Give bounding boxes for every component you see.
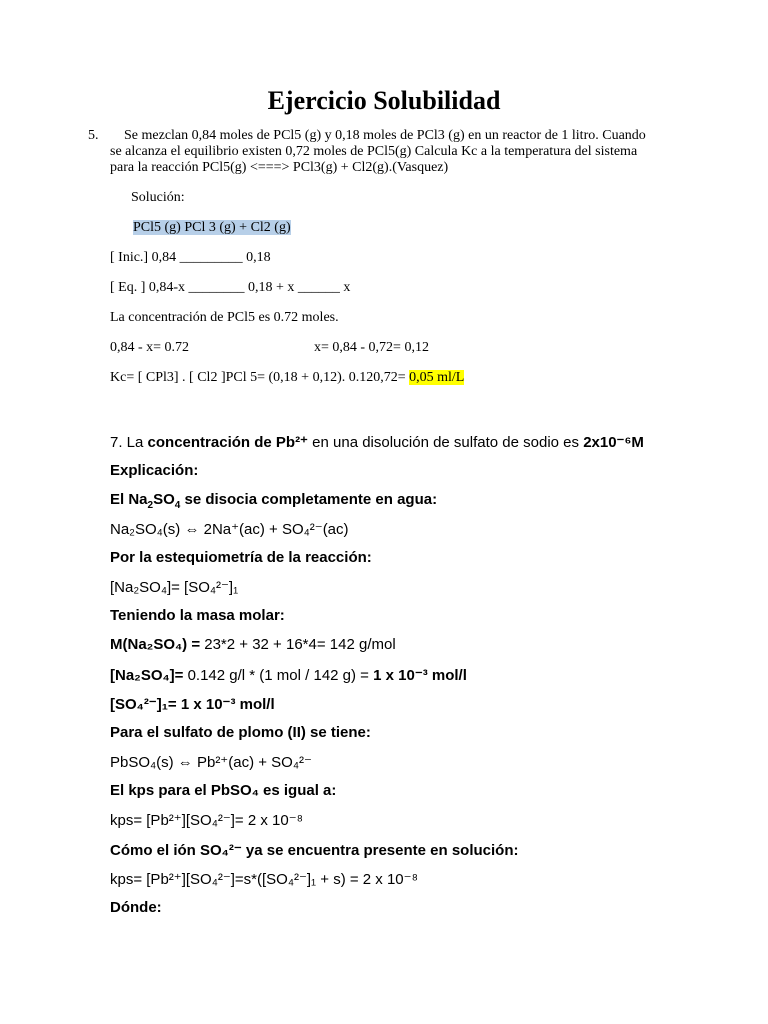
q5-kc-result: 0,05 ml/L [409,370,465,385]
q7-masa-molar-heading [110,607,285,624]
q5-initial-row: [ Inic.] 0,84 _________ 0,18 [110,250,271,265]
question-5-statement [110,128,658,176]
q7-disocia-c: se disocia completamente en agua: [180,491,438,508]
q7-concentration-label: [Na₂SO₄]= [110,667,188,684]
q5-line-2: se alcanza el equilibrio existen 0,72 moles de PCl5(g) Calcula Kc a la temperatura del sistema [110,144,638,159]
q5-reaction-highlight: PCl5 (g) PCl 3 (g) + Cl2 (g) [133,220,291,235]
q7-molar-mass-line [110,636,396,653]
q7-intro-text-a: 7. La [110,434,148,451]
q7-ion-presente-text: Cómo el ión SO₄²⁻ ya se encuentra presente en solución: [110,842,519,859]
q5-concentration-line: La concentración de PCl5 es 0.72 moles. [110,310,339,325]
q7-intro-text-c: en una disolución de sulfato de sodio es [307,434,584,451]
q5-x-equation: 0,84 - x= 0.72 [110,340,190,355]
q7-disocia-a: El Na [110,491,148,508]
q7-estequiometria-text: Por la estequiometría de la reacción: [110,549,372,566]
q7-donde-heading [110,899,162,916]
q7-sulfato-plomo-heading [110,724,371,741]
q7-explicacion-text: Explicación: [110,462,199,479]
document-title: Ejercicio Solubilidad [267,86,501,115]
q7-disocia-b: SO [153,491,175,508]
q5-line-3: para la reacción PCl5(g) <===> PCl3(g) + Cl2(g).(Vasquez) [110,160,449,175]
q7-intro [110,433,644,451]
q7-donde-text: Dónde: [110,899,162,916]
question-5-number: 5. [88,128,99,143]
q7-concentration-calc: 0.142 g/l * (1 mol / 142 g) = [187,667,374,684]
q5-equilibrium-row: [ Eq. ] 0,84-x ________ 0,18 + x ______ x [110,280,351,295]
q7-concentration-line [110,666,467,684]
q7-dissociation-equation: Na₂SO₄(s) ⇔ 2Na⁺(ac) + SO₄²⁻(ac) [110,521,349,538]
q7-so4-text: [SO₄²⁻]₁= 1 x 10⁻³ mol/l [110,696,275,713]
q5-reaction-line [133,220,291,236]
q7-explicacion-heading [110,462,198,479]
q7-kps-heading-text: El kps para el PbSO₄ es igual a: [110,782,337,799]
q7-masa-molar-text: Teniendo la masa molar: [110,607,285,624]
q7-molar-mass-value: 23*2 + 32 + 16*4= 142 g/mol [204,636,396,653]
q7-so4-line [110,695,275,713]
q7-concentration-result: 1 x 10⁻³ mol/l [373,667,467,684]
q7-kps-equation: kps= [Pb²⁺][SO₄²⁻]= 2 x 10⁻⁸ [110,812,303,829]
q5-x-solution: x= 0,84 - 0,72= 0,12 [314,340,429,355]
q7-intro-bold-concentration: concentración de Pb²⁺ [147,434,308,451]
q7-kps-equation-2: kps= [Pb²⁺][SO₄²⁻]=s*([SO₄²⁻]₁ + s) = 2 x 10⁻⁸ [110,871,418,888]
q5-kc-expression: Kc= [ CPl3] . [ Cl2 ]PCl 5= (0,18 + 0,12). 0.120,72= [110,370,410,385]
q5-line-1: Se mezclan 0,84 moles de PCl5 (g) y 0,18 moles de PCl3 (g) en un reactor de 1 litro. Cuando [124,128,646,143]
q7-disocia-sub-1: 2 [147,500,154,511]
q7-disocia-sub-2: 4 [174,500,181,511]
q7-pbso4-equation: PbSO₄(s) ⇔ Pb²⁺(ac) + SO₄²⁻ [110,754,312,771]
q7-kps-heading [110,782,336,799]
q7-sulfato-plomo-text: Para el sulfato de plomo (II) se tiene: [110,724,371,741]
q7-disocia-heading [110,491,438,511]
q7-stoichiometry-equation: [Na₂SO₄]= [SO₄²⁻]₁ [110,579,239,596]
q7-intro-bold-value: 2x10⁻⁶M [583,434,644,451]
q5-kc-line [110,370,464,386]
q7-molar-mass-label: M(Na₂SO₄) = [110,636,205,653]
q7-estequiometria-heading [110,549,372,566]
q5-solucion-label: Solución: [131,190,185,205]
q7-ion-presente-heading [110,841,519,859]
